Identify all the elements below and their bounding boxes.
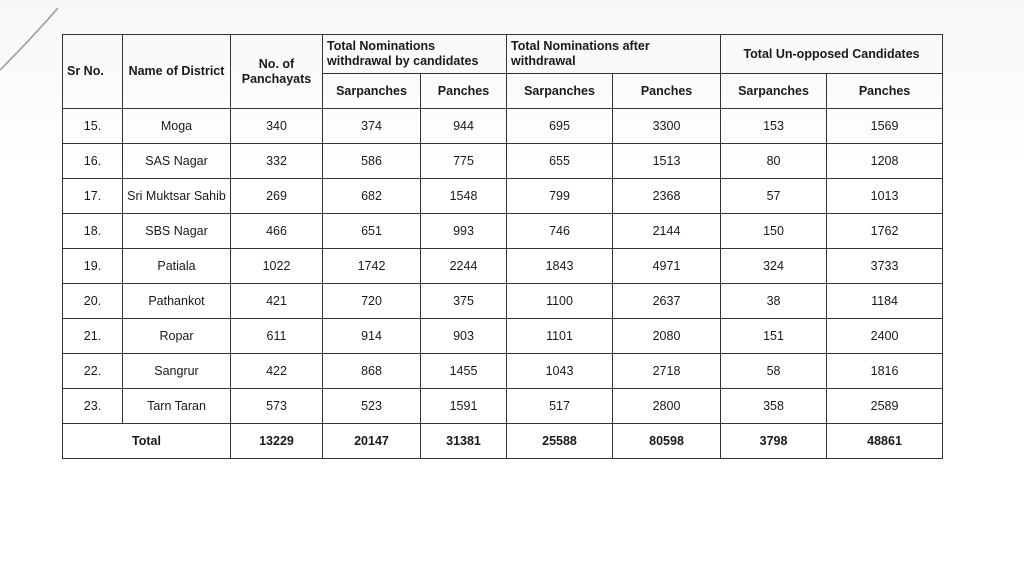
cell-aw-panches: 2800: [613, 389, 721, 424]
total-row: [63, 424, 943, 459]
cell-aw-sarpanches: 746: [507, 214, 613, 249]
cell-wd-panches: 1591: [421, 389, 507, 424]
cell-wd-sarpanches: 682: [323, 179, 421, 214]
cell-uo-sarpanches: 38: [721, 284, 827, 319]
cell-uo-sarpanches: 151: [721, 319, 827, 354]
cell-wd-sarpanches: 651: [323, 214, 421, 249]
table-row: [63, 389, 943, 424]
cell-wd-sarpanches: 1742: [323, 249, 421, 284]
cell-aw-sarpanches: 799: [507, 179, 613, 214]
header-unopposed: Total Un-opposed Candidates: [721, 35, 943, 74]
cell-wd-sarpanches: 914: [323, 319, 421, 354]
cell-aw-panches: 3300: [613, 109, 721, 144]
table-row: [63, 214, 943, 249]
cell-district: Sri Muktsar Sahib: [123, 179, 231, 214]
cell-wd-sarpanches: 720: [323, 284, 421, 319]
cell-uo-panches: 1816: [827, 354, 943, 389]
cell-panchayats: 1022: [231, 249, 323, 284]
cell-uo-panches: 1569: [827, 109, 943, 144]
header-wd-panches: Panches: [421, 74, 507, 109]
table-row: [63, 144, 943, 179]
cell-aw-panches: 2144: [613, 214, 721, 249]
cell-panchayats: 340: [231, 109, 323, 144]
header-uo-sarpanches: Sarpanches: [721, 74, 827, 109]
cell-district: SBS Nagar: [123, 214, 231, 249]
total-aw-panches: 80598: [613, 424, 721, 459]
cell-sr: 22.: [63, 354, 123, 389]
cell-wd-panches: 375: [421, 284, 507, 319]
cell-sr: 21.: [63, 319, 123, 354]
cell-wd-sarpanches: 868: [323, 354, 421, 389]
cell-wd-sarpanches: 374: [323, 109, 421, 144]
table-row: [63, 179, 943, 214]
cell-uo-sarpanches: 153: [721, 109, 827, 144]
cell-district: Ropar: [123, 319, 231, 354]
cell-wd-panches: 1548: [421, 179, 507, 214]
cell-district: Tarn Taran: [123, 389, 231, 424]
cell-uo-panches: 3733: [827, 249, 943, 284]
cell-sr: 16.: [63, 144, 123, 179]
header-aw-panches: Panches: [613, 74, 721, 109]
cell-uo-sarpanches: 150: [721, 214, 827, 249]
cell-uo-sarpanches: 58: [721, 354, 827, 389]
cell-district: Patiala: [123, 249, 231, 284]
cell-uo-sarpanches: 80: [721, 144, 827, 179]
cell-panchayats: 421: [231, 284, 323, 319]
header-uo-panches: Panches: [827, 74, 943, 109]
cell-district: Pathankot: [123, 284, 231, 319]
cell-wd-panches: 944: [421, 109, 507, 144]
cell-wd-sarpanches: 523: [323, 389, 421, 424]
header-withdrawal: Total Nominations withdrawal by candidates: [323, 35, 507, 74]
cell-sr: 20.: [63, 284, 123, 319]
total-panchayats: 13229: [231, 424, 323, 459]
total-aw-sarpanches: 25588: [507, 424, 613, 459]
total-wd-sarpanches: 20147: [323, 424, 421, 459]
table-row: [63, 109, 943, 144]
total-uo-sarpanches: 3798: [721, 424, 827, 459]
cell-panchayats: 573: [231, 389, 323, 424]
total-label: Total: [63, 424, 231, 459]
cell-aw-panches: 1513: [613, 144, 721, 179]
cell-aw-panches: 2718: [613, 354, 721, 389]
header-after-withdrawal: Total Nominations after withdrawal: [507, 35, 721, 74]
cell-aw-panches: 2637: [613, 284, 721, 319]
cell-uo-panches: 1208: [827, 144, 943, 179]
cell-aw-sarpanches: 1101: [507, 319, 613, 354]
cell-aw-sarpanches: 695: [507, 109, 613, 144]
header-sr-no: Sr No.: [63, 35, 123, 109]
cell-aw-sarpanches: 517: [507, 389, 613, 424]
cell-uo-sarpanches: 324: [721, 249, 827, 284]
cell-wd-panches: 2244: [421, 249, 507, 284]
cell-district: Moga: [123, 109, 231, 144]
cell-uo-panches: 2400: [827, 319, 943, 354]
table-row: [63, 319, 943, 354]
cell-wd-panches: 1455: [421, 354, 507, 389]
header-row-1: [63, 35, 943, 74]
header-wd-sarpanches: Sarpanches: [323, 74, 421, 109]
cell-aw-panches: 4971: [613, 249, 721, 284]
header-district: Name of District: [123, 35, 231, 109]
cell-aw-panches: 2080: [613, 319, 721, 354]
cell-aw-sarpanches: 1043: [507, 354, 613, 389]
cell-uo-panches: 2589: [827, 389, 943, 424]
cell-district: Sangrur: [123, 354, 231, 389]
nominations-table: [62, 34, 943, 459]
cell-panchayats: 611: [231, 319, 323, 354]
cell-panchayats: 269: [231, 179, 323, 214]
cell-aw-sarpanches: 1843: [507, 249, 613, 284]
cell-sr: 17.: [63, 179, 123, 214]
cell-uo-panches: 1762: [827, 214, 943, 249]
cell-wd-sarpanches: 586: [323, 144, 421, 179]
total-wd-panches: 31381: [421, 424, 507, 459]
cell-uo-panches: 1013: [827, 179, 943, 214]
cell-uo-panches: 1184: [827, 284, 943, 319]
cell-uo-sarpanches: 57: [721, 179, 827, 214]
table-row: [63, 249, 943, 284]
table-row: [63, 354, 943, 389]
total-uo-panches: 48861: [827, 424, 943, 459]
table-row: [63, 284, 943, 319]
cell-sr: 18.: [63, 214, 123, 249]
cell-sr: 15.: [63, 109, 123, 144]
header-aw-sarpanches: Sarpanches: [507, 74, 613, 109]
cell-wd-panches: 993: [421, 214, 507, 249]
cell-aw-panches: 2368: [613, 179, 721, 214]
cell-sr: 23.: [63, 389, 123, 424]
cell-sr: 19.: [63, 249, 123, 284]
cell-panchayats: 422: [231, 354, 323, 389]
cell-wd-panches: 903: [421, 319, 507, 354]
cell-wd-panches: 775: [421, 144, 507, 179]
header-panchayats: No. of Panchayats: [231, 35, 323, 109]
cell-panchayats: 466: [231, 214, 323, 249]
cell-aw-sarpanches: 655: [507, 144, 613, 179]
cell-panchayats: 332: [231, 144, 323, 179]
cell-uo-sarpanches: 358: [721, 389, 827, 424]
cell-district: SAS Nagar: [123, 144, 231, 179]
cell-aw-sarpanches: 1100: [507, 284, 613, 319]
page-fold-mark: [0, 0, 70, 80]
